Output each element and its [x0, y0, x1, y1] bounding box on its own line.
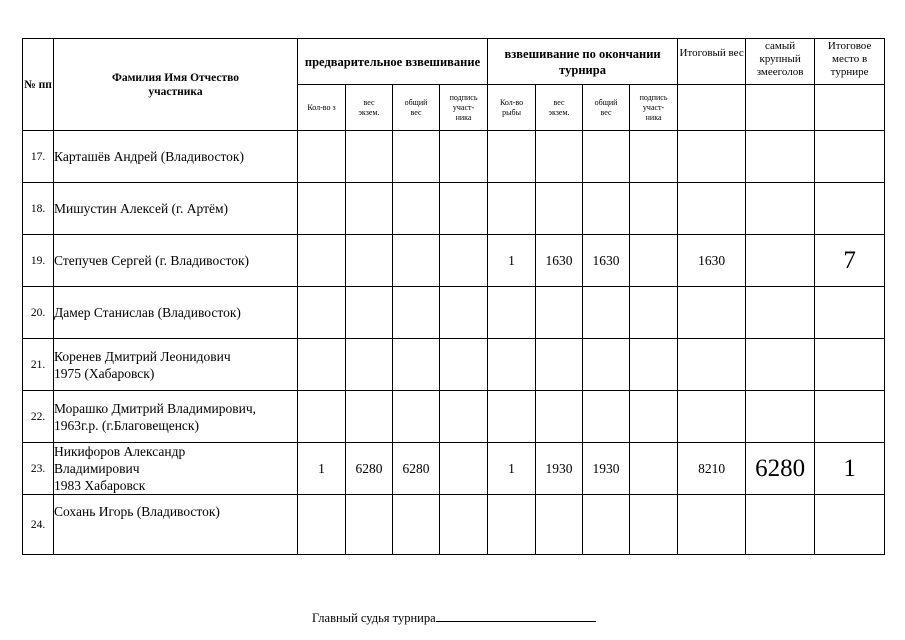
- pre-signature: [440, 391, 488, 443]
- total-weight-subcell: [678, 85, 746, 131]
- biggest-fish: 6280: [746, 443, 815, 495]
- pre-total-weight: [393, 235, 440, 287]
- table-row: [23, 131, 885, 183]
- final-place: [815, 339, 885, 391]
- final-place: [815, 287, 885, 339]
- final-spec-weight-header: вес экзем.: [536, 85, 583, 131]
- final-place-header: Итоговое место в турнире: [815, 39, 885, 85]
- total-weight: 1630: [678, 235, 746, 287]
- pre-total-weight: 6280: [393, 443, 440, 495]
- pre-spec-weight: 6280: [346, 443, 393, 495]
- biggest-fish-header: самый крупный змееголов: [746, 39, 815, 85]
- final-total-weight: [583, 391, 630, 443]
- total-weight: [678, 391, 746, 443]
- final-count: 1: [488, 235, 536, 287]
- total-weight: 8210: [678, 443, 746, 495]
- final-signature: [630, 183, 678, 235]
- total-weight: [678, 339, 746, 391]
- biggest-fish: [746, 287, 815, 339]
- final-count: [488, 183, 536, 235]
- final-signature: [630, 235, 678, 287]
- pre-signature: [440, 495, 488, 555]
- pre-total-weight: [393, 495, 440, 555]
- final-place: [815, 495, 885, 555]
- final-spec-weight: [536, 495, 583, 555]
- pre-count: [298, 391, 346, 443]
- biggest-fish: [746, 339, 815, 391]
- pre-signature: [440, 131, 488, 183]
- final-total-weight: [583, 339, 630, 391]
- pre-total-weight: [393, 131, 440, 183]
- pre-total-weight: [393, 287, 440, 339]
- final-place-subcell: [815, 85, 885, 131]
- final-signature: [630, 495, 678, 555]
- pre-count-header: Кол-во з: [298, 85, 346, 131]
- biggest-fish: [746, 183, 815, 235]
- table-row: [23, 183, 885, 235]
- pre-spec-weight-header: вес экзем.: [346, 85, 393, 131]
- participant-name: Карташёв Андрей (Владивосток): [54, 131, 298, 183]
- biggest-fish: [746, 391, 815, 443]
- total-weight-header: Итоговый вес: [678, 39, 746, 85]
- table-row: [23, 339, 885, 391]
- final-total-weight: [583, 287, 630, 339]
- final-count-header: Кол-во рыбы: [488, 85, 536, 131]
- final-count: [488, 339, 536, 391]
- pre-count: [298, 183, 346, 235]
- pre-total-weight: [393, 391, 440, 443]
- final-spec-weight: [536, 391, 583, 443]
- pre-spec-weight: [346, 495, 393, 555]
- final-spec-weight: [536, 183, 583, 235]
- pre-spec-weight: [346, 391, 393, 443]
- header-row-top: [23, 39, 885, 85]
- final-count: 1: [488, 443, 536, 495]
- signature-line: [436, 609, 596, 622]
- total-weight: [678, 131, 746, 183]
- biggest-fish: [746, 495, 815, 555]
- results-table: [22, 38, 885, 555]
- biggest-fish-subcell: [746, 85, 815, 131]
- final-signature: [630, 339, 678, 391]
- final-total-weight: [583, 183, 630, 235]
- final-place: [815, 183, 885, 235]
- table-row: [23, 235, 885, 287]
- pre-count: [298, 235, 346, 287]
- final-count: [488, 495, 536, 555]
- final-count: [488, 131, 536, 183]
- biggest-fish: [746, 235, 815, 287]
- row-number: 23.: [23, 443, 54, 495]
- final-place: 7: [815, 235, 885, 287]
- judge-label: Главный судья турнира: [312, 611, 436, 625]
- final-count: [488, 391, 536, 443]
- final-signature: [630, 443, 678, 495]
- pre-spec-weight: [346, 131, 393, 183]
- pre-total-weight: [393, 339, 440, 391]
- final-spec-weight: [536, 339, 583, 391]
- final-signature: [630, 131, 678, 183]
- final-signature: [630, 391, 678, 443]
- total-weight: [678, 183, 746, 235]
- final-spec-weight: [536, 287, 583, 339]
- pre-signature: [440, 183, 488, 235]
- final-place: [815, 131, 885, 183]
- pre-spec-weight: [346, 339, 393, 391]
- row-number: 19.: [23, 235, 54, 287]
- table-row: [23, 391, 885, 443]
- pre-spec-weight: [346, 235, 393, 287]
- pre-count: [298, 287, 346, 339]
- final-place: [815, 391, 885, 443]
- final-total-weight: 1630: [583, 235, 630, 287]
- col-name-header: Фамилия Имя Отчество участника: [54, 39, 298, 131]
- row-number: 20.: [23, 287, 54, 339]
- final-place: 1: [815, 443, 885, 495]
- final-total-weight: 1930: [583, 443, 630, 495]
- pre-spec-weight: [346, 183, 393, 235]
- row-number: 18.: [23, 183, 54, 235]
- pre-signature: [440, 287, 488, 339]
- participant-name: Коренев Дмитрий Леонидович 1975 (Хабаровск): [54, 339, 298, 391]
- participant-name: Сохань Игорь (Владивосток): [54, 495, 298, 555]
- pre-total-weight: [393, 183, 440, 235]
- pre-signature: [440, 235, 488, 287]
- pre-count: [298, 339, 346, 391]
- final-spec-weight: 1630: [536, 235, 583, 287]
- participant-name: Морашко Дмитрий Владимирович, 1963г.р. (г.Благовещенск): [54, 391, 298, 443]
- final-signature: [630, 287, 678, 339]
- table-row: [23, 287, 885, 339]
- row-number: 17.: [23, 131, 54, 183]
- participant-name: Никифоров Александр Владимирович 1983 Хабаровск: [54, 443, 298, 495]
- final-spec-weight: [536, 131, 583, 183]
- final-spec-weight: 1930: [536, 443, 583, 495]
- final-weigh-header: взвешивание по окончании турнира: [488, 39, 678, 85]
- row-number: 21.: [23, 339, 54, 391]
- col-num-header: № пп: [23, 39, 54, 131]
- total-weight: [678, 287, 746, 339]
- pre-signature: [440, 443, 488, 495]
- pre-signature-header: подпись участ- ника: [440, 85, 488, 131]
- biggest-fish: [746, 131, 815, 183]
- pre-signature: [440, 339, 488, 391]
- pre-total-weight-header: общий вес: [393, 85, 440, 131]
- pre-spec-weight: [346, 287, 393, 339]
- table-row: [23, 495, 885, 555]
- final-signature-header: подпись участ- ника: [630, 85, 678, 131]
- judge-signature-block: [312, 609, 596, 626]
- table-row: [23, 443, 885, 495]
- final-count: [488, 287, 536, 339]
- participant-name: Дамер Станислав (Владивосток): [54, 287, 298, 339]
- pre-weigh-header: предварительное взвешивание: [298, 39, 488, 85]
- final-total-weight-header: общий вес: [583, 85, 630, 131]
- final-total-weight: [583, 495, 630, 555]
- results-body: [23, 131, 885, 555]
- pre-count: [298, 495, 346, 555]
- pre-count: 1: [298, 443, 346, 495]
- total-weight: [678, 495, 746, 555]
- final-total-weight: [583, 131, 630, 183]
- participant-name: Степучев Сергей (г. Владивосток): [54, 235, 298, 287]
- row-number: 24.: [23, 495, 54, 555]
- pre-count: [298, 131, 346, 183]
- row-number: 22.: [23, 391, 54, 443]
- participant-name: Мишустин Алексей (г. Артём): [54, 183, 298, 235]
